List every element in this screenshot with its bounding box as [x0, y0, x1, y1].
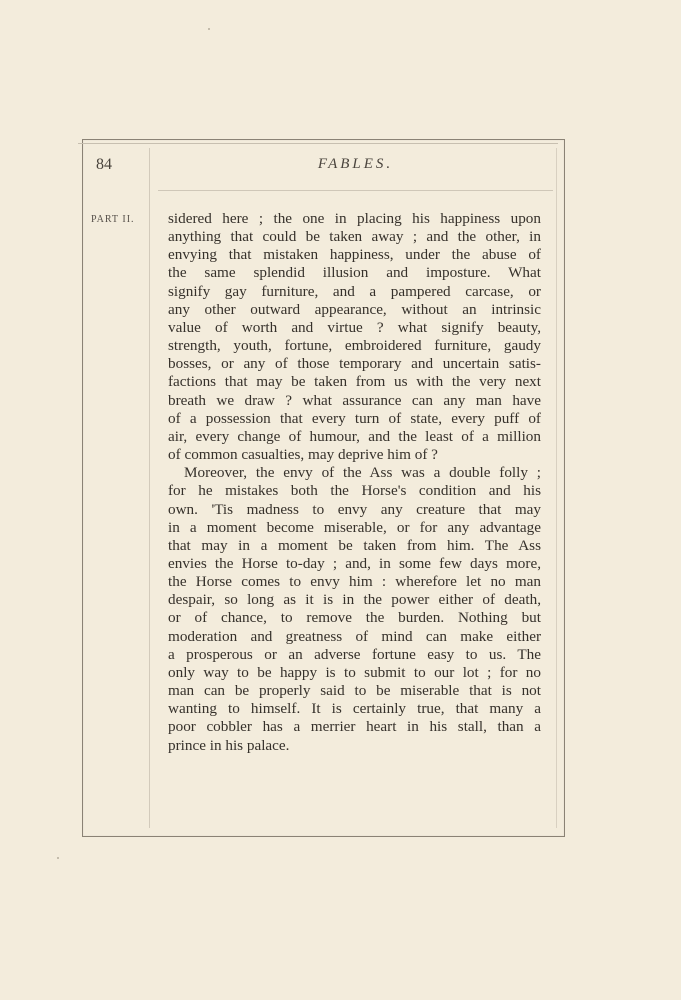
text-line: the Horse comes to envy him : wherefore let no man [168, 573, 541, 591]
text-line: breath we draw ? what assurance can any man have [168, 391, 541, 409]
top-rule [78, 143, 558, 144]
text-line: of a possession that every turn of state, every puff of [168, 409, 541, 427]
body-text [168, 210, 541, 755]
text-line: the same splendid illusion and imposture. What [168, 264, 541, 282]
text-line: despair, so long as it is in the power either of death, [168, 591, 541, 609]
text-line: signify gay furniture, and a pampered carcase, or [168, 282, 541, 300]
paragraph [168, 464, 541, 755]
right-rule [556, 148, 557, 828]
text-line: man can be properly said to be miserable that is not [168, 682, 541, 700]
text-line: for he mistakes both the Horse's condition and his [168, 482, 541, 500]
text-line: sidered here ; the one in placing his happiness upon [168, 210, 541, 227]
paragraph [168, 210, 541, 464]
text-line: prince in his palace. [168, 736, 290, 754]
text-line: Moreover, the envy of the Ass was a double folly ; [184, 464, 541, 482]
text-line: envying that mistaken happiness, under the abuse of [168, 246, 541, 264]
text-line: anything that could be taken away ; and the other, in [168, 228, 541, 246]
text-line: any other outward appearance, without an intrinsic [168, 300, 541, 318]
text-line: or of chance, to remove the burden. Nothing but [168, 609, 541, 627]
text-line: strength, youth, fortune, embroidered furniture, gaudy [168, 337, 541, 355]
text-line: a prosperous or an adverse fortune easy to us. The [168, 645, 541, 663]
text-line: value of worth and virtue ? what signify beauty, [168, 318, 541, 336]
paper-speck [208, 28, 210, 30]
text-line: envies the Horse to-day ; and, in some few days more, [168, 554, 541, 572]
text-line: bosses, or any of those temporary and uncertain satis- [168, 355, 541, 373]
text-line: factions that may be taken from us with the very next [168, 373, 541, 391]
paper-speck [57, 857, 59, 859]
text-line: wanting to himself. It is certainly true, that many a [168, 700, 541, 718]
text-line: in a moment become miserable, or for any advantage [168, 518, 541, 536]
text-line: of common casualties, may deprive him of ? [168, 446, 438, 464]
header-rule [158, 190, 553, 191]
text-line: that may in a moment be taken from him. The Ass [168, 536, 541, 554]
text-line: air, every change of humour, and the least of a million [168, 427, 541, 445]
text-line: poor cobbler has a merrier heart in his stall, than a [168, 718, 541, 736]
page-number: 84 [96, 156, 112, 173]
side-note: PART II. [91, 214, 135, 225]
margin-rule [149, 148, 150, 828]
text-line: only way to be happy is to submit to our lot ; for no [168, 663, 541, 681]
text-line: own. 'Tis madness to envy any creature that may [168, 500, 541, 518]
running-head: FABLES. [317, 156, 394, 172]
text-line: moderation and greatness of mind can make either [168, 627, 541, 645]
